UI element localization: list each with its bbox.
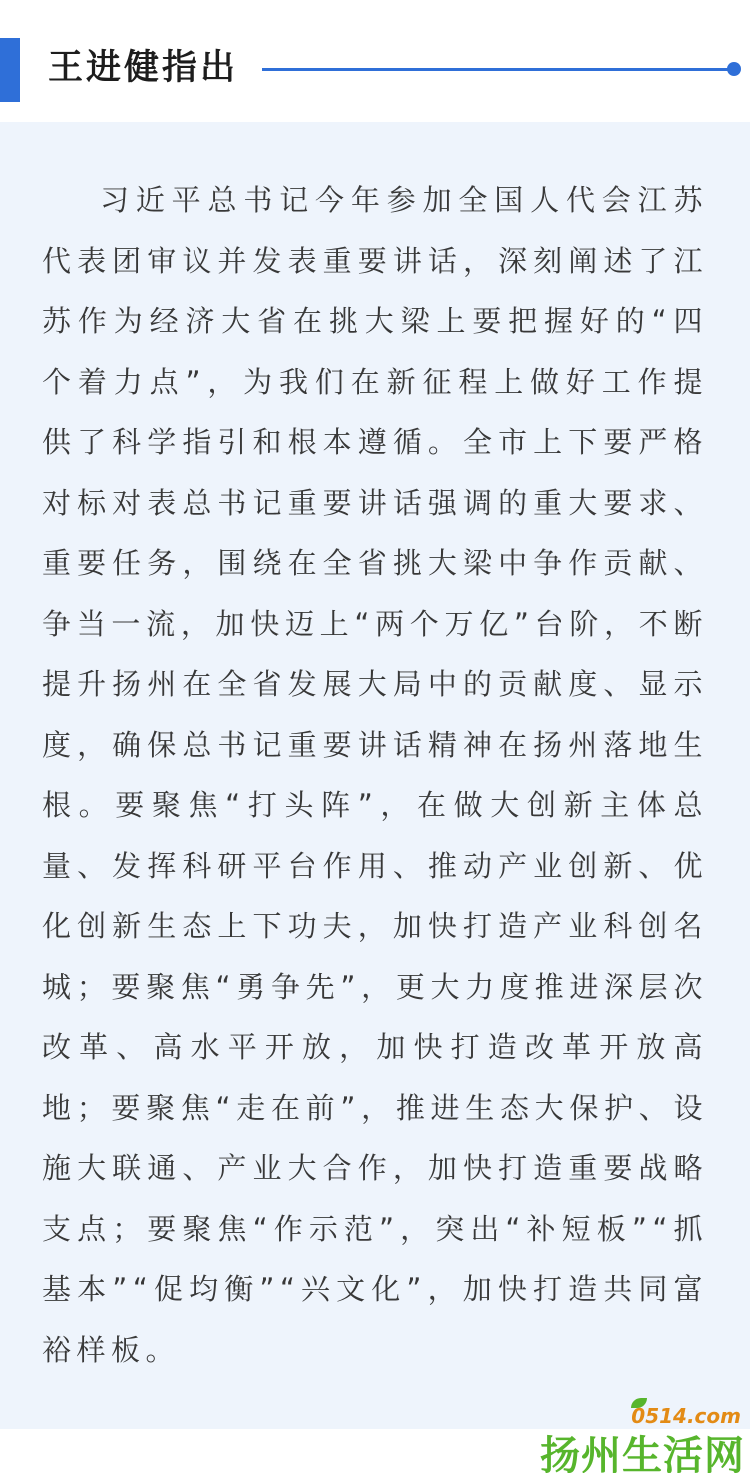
article-paragraph: 习近平总书记今年参加全国人代会江苏代表团审议并发表重要讲话，深刻阐述了江苏作为经济大省在挑大梁上要把握好的“四个着力点”，为我们在新征程上做好工作提供了科学指引和根本遵循。全市上下要严格对标对表总书记重要讲话强调的重大要求、重要任务，围绕在全省挑大梁中争作贡献、争当一流，加快迈上“两个万亿”台阶，不断提升扬州在全省发展大局中的贡献度、显示度，确保总书记重要讲话精神在扬州落地生根。要聚焦“打头阵”，在做大创新主体总量、发挥科研平台作用、推动产业创新、优化创新生态上下功夫，加快打造产业科创名城；要聚焦“勇争先”，更大力度推进深层次改革、高水平开放，加快打造改革开放高地；要聚焦“走在前”，推进生态大保护、设施大联通、产业大合作，加快打造重要战略支点；要聚焦“作示范”，突出“补短板”“抓基本”“促均衡”“兴文化”，加快打造共同富裕样板。	[42, 183, 708, 1367]
header-divider-dot	[727, 62, 741, 76]
section-header	[0, 30, 750, 108]
watermark-site-name: 扬州生活网	[540, 1433, 745, 1473]
site-watermark-logo	[535, 1398, 747, 1473]
header-accent-bar	[0, 38, 20, 102]
header-divider-line	[262, 68, 728, 71]
section-title: 王进健指出	[48, 48, 239, 88]
watermark-domain: 0514.com	[631, 1404, 741, 1428]
article-content-box	[0, 122, 750, 1429]
